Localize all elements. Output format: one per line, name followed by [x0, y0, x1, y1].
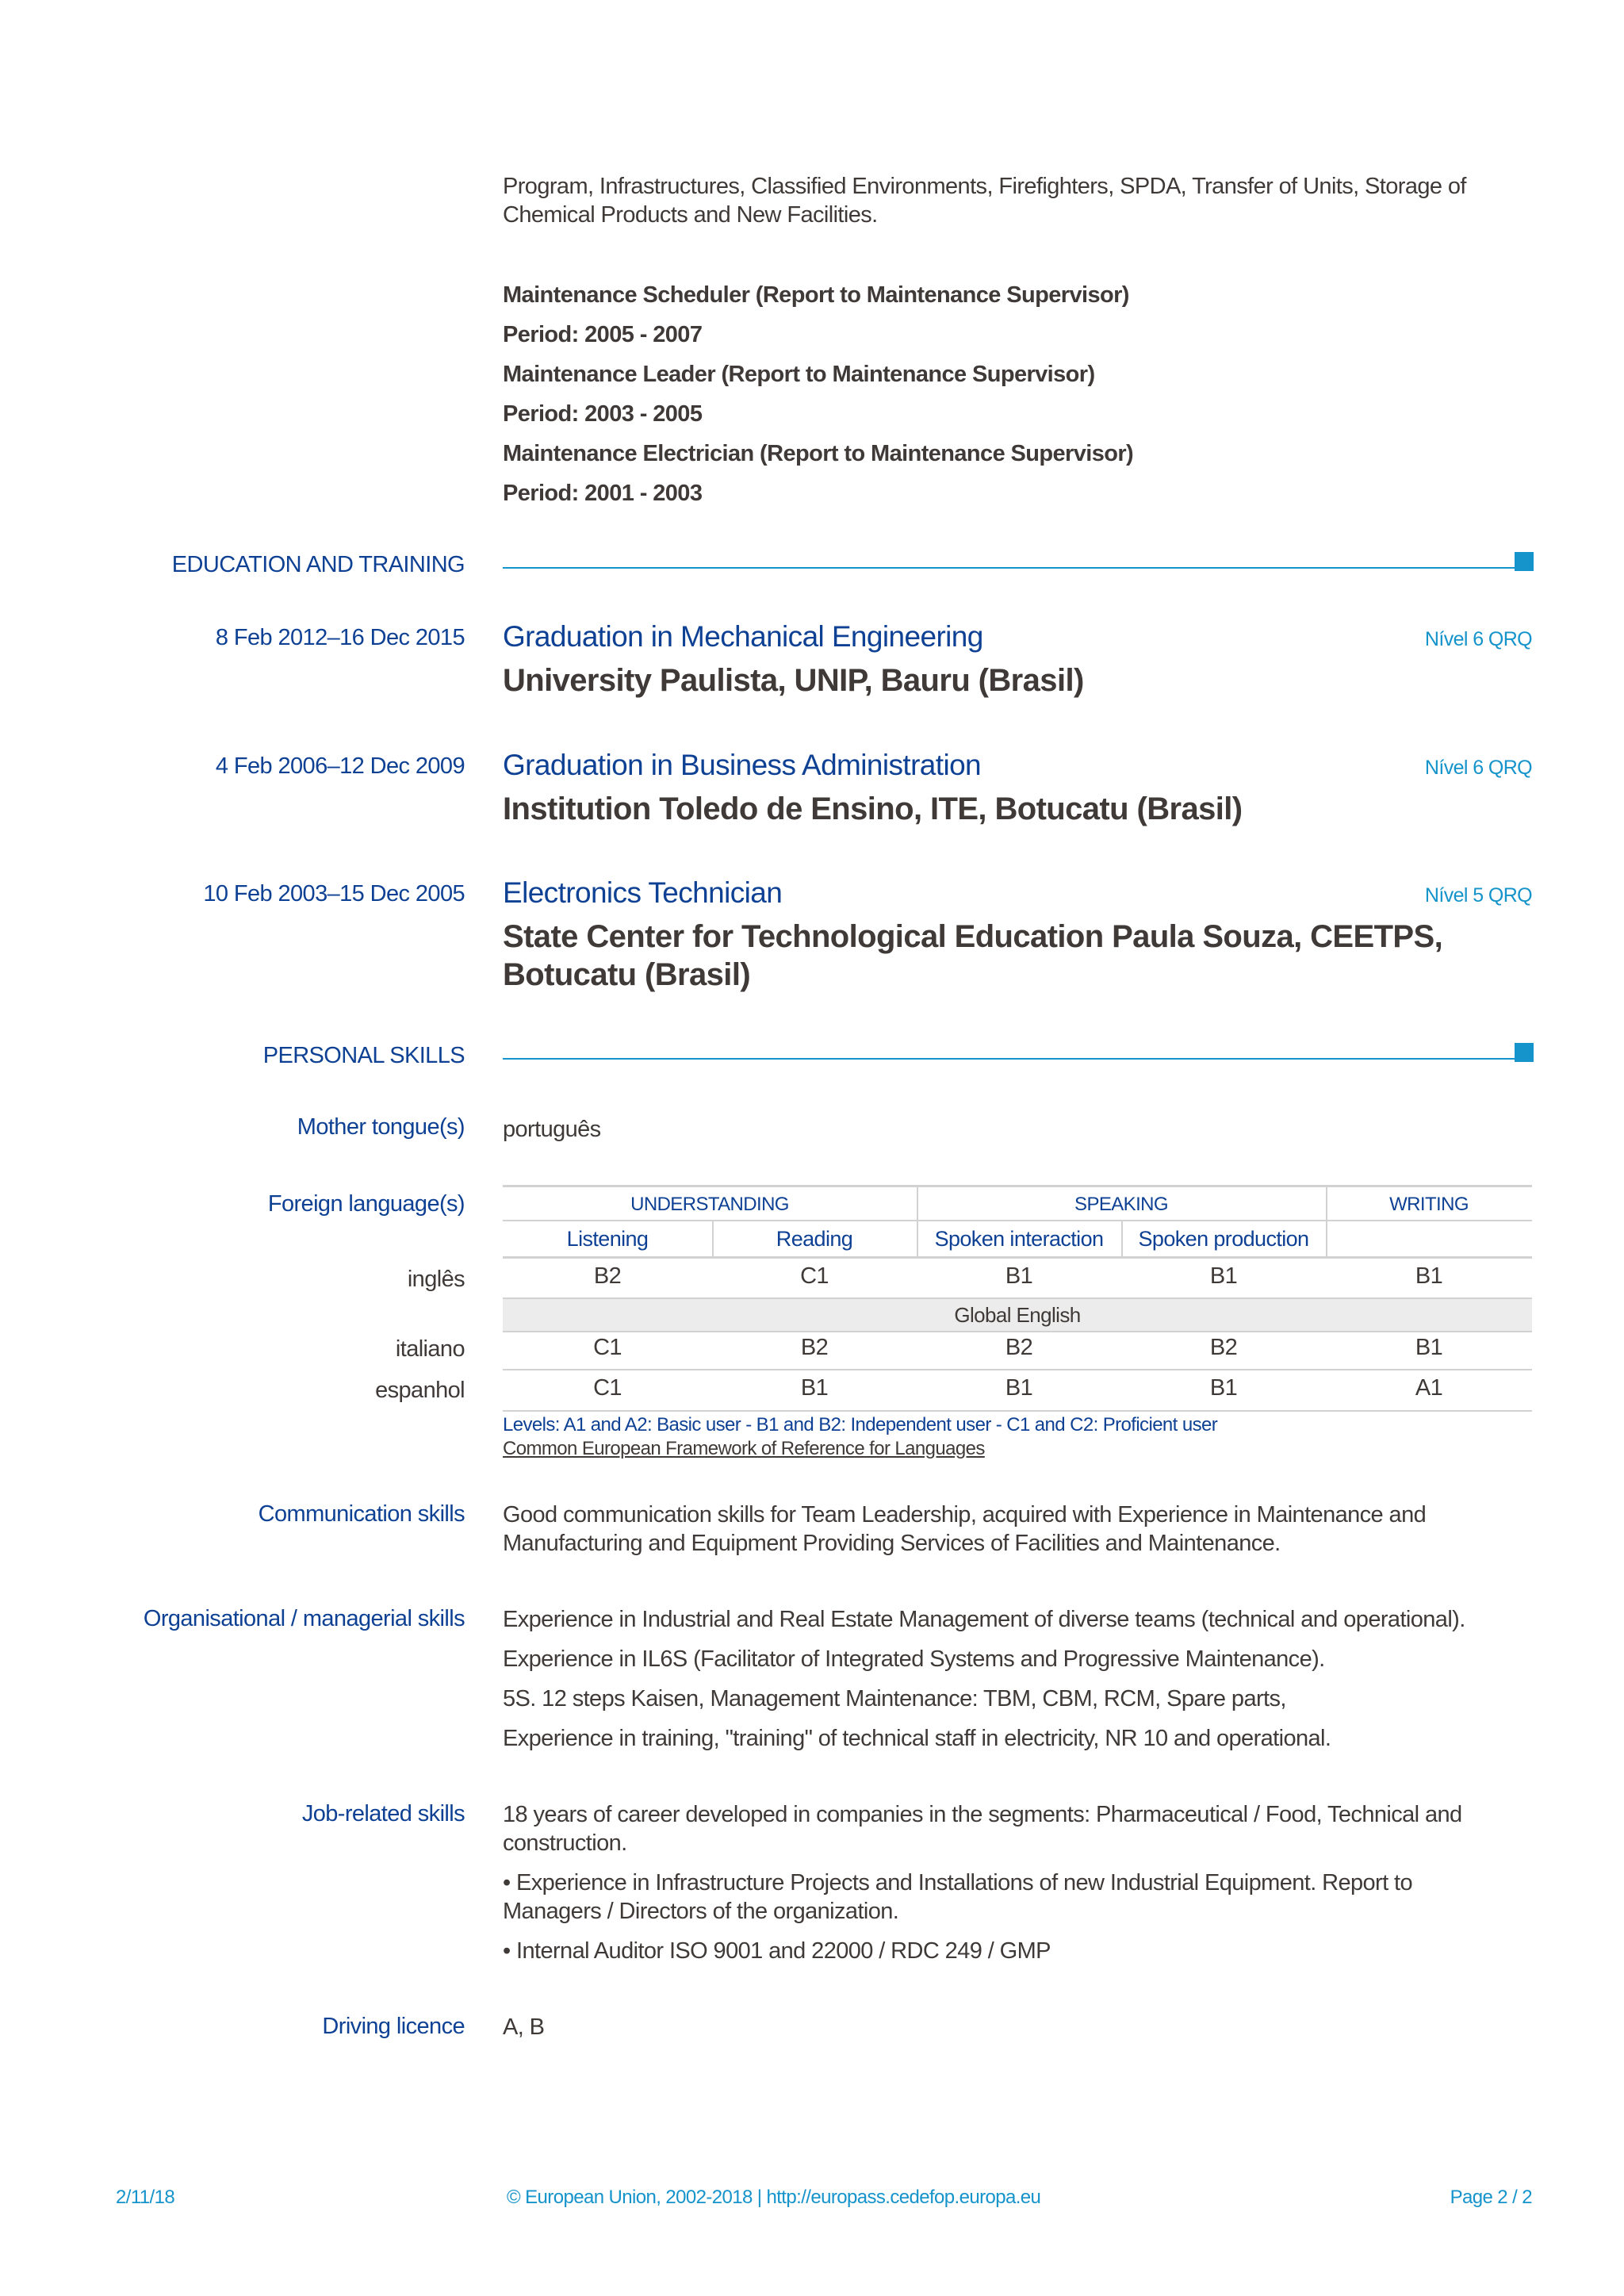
role-title: Maintenance Electrician (Report to Maintenance Supervisor) — [503, 441, 1134, 466]
role-period: Period: 2001 - 2003 — [503, 481, 703, 506]
certificate-row — [503, 1297, 1532, 1332]
intro-text-line-2: Chemical Products and New Facilities. — [503, 202, 878, 228]
organisational-skills-text: Experience in Industrial and Real Estate Management of diverse teams (technical and operational). — [503, 1607, 1465, 1632]
language-level: B2 — [1209, 1335, 1238, 1360]
job-related-skills-text: • Internal Auditor ISO 9001 and 22000 / RDC 249 / GMP — [503, 1938, 1051, 1964]
job-related-skills-text: construction. — [503, 1830, 627, 1856]
role-period: Period: 2003 - 2005 — [503, 401, 703, 427]
table-divider — [503, 1256, 1532, 1259]
intro-text-line-1: Program, Infrastructures, Classified Environments, Firefighters, SPDA, Transfer of Units, Storage of — [503, 174, 1466, 199]
education-level: Nível 5 QRQ — [1424, 884, 1532, 907]
levels-note: Levels: A1 and A2: Basic user - B1 and B2: Independent user - C1 and C2: Proficient user — [503, 1414, 1218, 1435]
organisational-skills-text: 5S. 12 steps Kaisen, Management Maintenance: TBM, CBM, RCM, Spare parts, — [503, 1686, 1286, 1711]
job-related-skills-label: Job-related skills — [301, 1801, 465, 1826]
language-level: A1 — [1415, 1375, 1443, 1401]
education-dates: 10 Feb 2003–15 Dec 2005 — [203, 881, 465, 907]
table-divider — [503, 1369, 1532, 1370]
language-name: espanhol — [375, 1378, 465, 1403]
speaking-header: SPEAKING — [1074, 1194, 1168, 1215]
language-level: C1 — [593, 1375, 622, 1401]
language-level: B1 — [1209, 1263, 1238, 1289]
language-level: B2 — [800, 1335, 829, 1360]
certificate-name: Global English — [954, 1303, 1081, 1327]
education-organisation: Institution Toledo de Ensino, ITE, Botucatu (Brasil) — [503, 792, 1243, 826]
job-related-skills-text: 18 years of career developed in companies in the segments: Pharmaceutical / Food, Technical and — [503, 1802, 1462, 1827]
section-marker — [1515, 552, 1534, 571]
language-level: C1 — [593, 1335, 622, 1360]
foreign-language-label: Foreign language(s) — [267, 1191, 465, 1217]
cefr-link[interactable]: Common European Framework of Reference for Languages — [503, 1438, 985, 1459]
language-level: B1 — [1005, 1375, 1033, 1401]
language-level: B2 — [593, 1263, 622, 1289]
footer-page-number: Page 2 / 2 — [1450, 2187, 1532, 2208]
writing-header: WRITING — [1389, 1194, 1469, 1215]
table-column-divider — [1326, 1186, 1327, 1256]
understanding-header: UNDERSTANDING — [630, 1194, 789, 1215]
table-top-border — [503, 1185, 1532, 1187]
spoken-interaction-header: Spoken interaction — [934, 1227, 1104, 1251]
footer-copyright[interactable]: © European Union, 2002-2018 | http://europass.cedefop.europa.eu — [507, 2187, 1041, 2208]
language-level: B1 — [1209, 1375, 1238, 1401]
organisational-skills-text: Experience in IL6S (Facilitator of Integrated Systems and Progressive Maintenance). — [503, 1646, 1325, 1672]
language-name: inglês — [407, 1267, 465, 1292]
mother-tongue-value: português — [503, 1117, 601, 1142]
education-level: Nível 6 QRQ — [1424, 628, 1532, 650]
education-organisation: State Center for Technological Education Paula Souza, CEETPS, — [503, 919, 1443, 954]
organisational-skills-text: Experience in training, "training" of technical staff in electricity, NR 10 and operational. — [503, 1726, 1331, 1751]
spoken-production-header: Spoken production — [1138, 1227, 1309, 1251]
education-title: Graduation in Business Administration — [503, 749, 982, 781]
language-level: B1 — [1005, 1263, 1033, 1289]
language-level: B1 — [1415, 1335, 1443, 1360]
education-organisation: University Paulista, UNIP, Bauru (Brasil) — [503, 663, 1084, 698]
role-period: Period: 2005 - 2007 — [503, 322, 703, 347]
driving-licence-value: A, B — [503, 2014, 545, 2040]
communication-skills-text: Manufacturing and Equipment Providing Services of Facilities and Maintenance. — [503, 1531, 1281, 1556]
communication-skills-label: Communication skills — [258, 1501, 465, 1527]
language-level: B1 — [1415, 1263, 1443, 1289]
section-marker — [1515, 1043, 1534, 1062]
personal-skills-heading: PERSONAL SKILLS — [262, 1043, 465, 1068]
table-divider — [503, 1220, 1532, 1221]
organisational-skills-label: Organisational / managerial skills — [143, 1606, 465, 1631]
language-level: B2 — [1005, 1335, 1033, 1360]
education-heading: EDUCATION AND TRAINING — [171, 552, 465, 577]
driving-licence-label: Driving licence — [322, 2014, 465, 2039]
language-name: italiano — [395, 1336, 465, 1362]
education-dates: 8 Feb 2012–16 Dec 2015 — [215, 625, 465, 650]
job-related-skills-text: Managers / Directors of the organization. — [503, 1899, 899, 1924]
language-level: C1 — [800, 1263, 829, 1289]
role-title: Maintenance Scheduler (Report to Maintenance Supervisor) — [503, 282, 1129, 308]
language-level: B1 — [800, 1375, 829, 1401]
education-level: Nível 6 QRQ — [1424, 757, 1532, 779]
mother-tongue-label: Mother tongue(s) — [297, 1114, 465, 1140]
communication-skills-text: Good communication skills for Team Leadership, acquired with Experience in Maintenance and — [503, 1502, 1427, 1527]
education-dates: 4 Feb 2006–12 Dec 2009 — [215, 753, 465, 779]
education-organisation-line-2: Botucatu (Brasil) — [503, 957, 751, 992]
section-divider — [503, 1058, 1518, 1060]
education-title: Electronics Technician — [503, 876, 783, 909]
reading-header: Reading — [776, 1227, 853, 1251]
job-related-skills-text: • Experience in Infrastructure Projects and Installations of new Industrial Equipment. Report to — [503, 1870, 1413, 1895]
footer-date: 2/11/18 — [116, 2187, 175, 2208]
listening-header: Listening — [566, 1227, 649, 1251]
education-title: Graduation in Mechanical Engineering — [503, 620, 983, 653]
section-divider — [503, 567, 1518, 569]
role-title: Maintenance Leader (Report to Maintenance Supervisor) — [503, 362, 1095, 387]
table-bottom-border — [503, 1410, 1532, 1412]
